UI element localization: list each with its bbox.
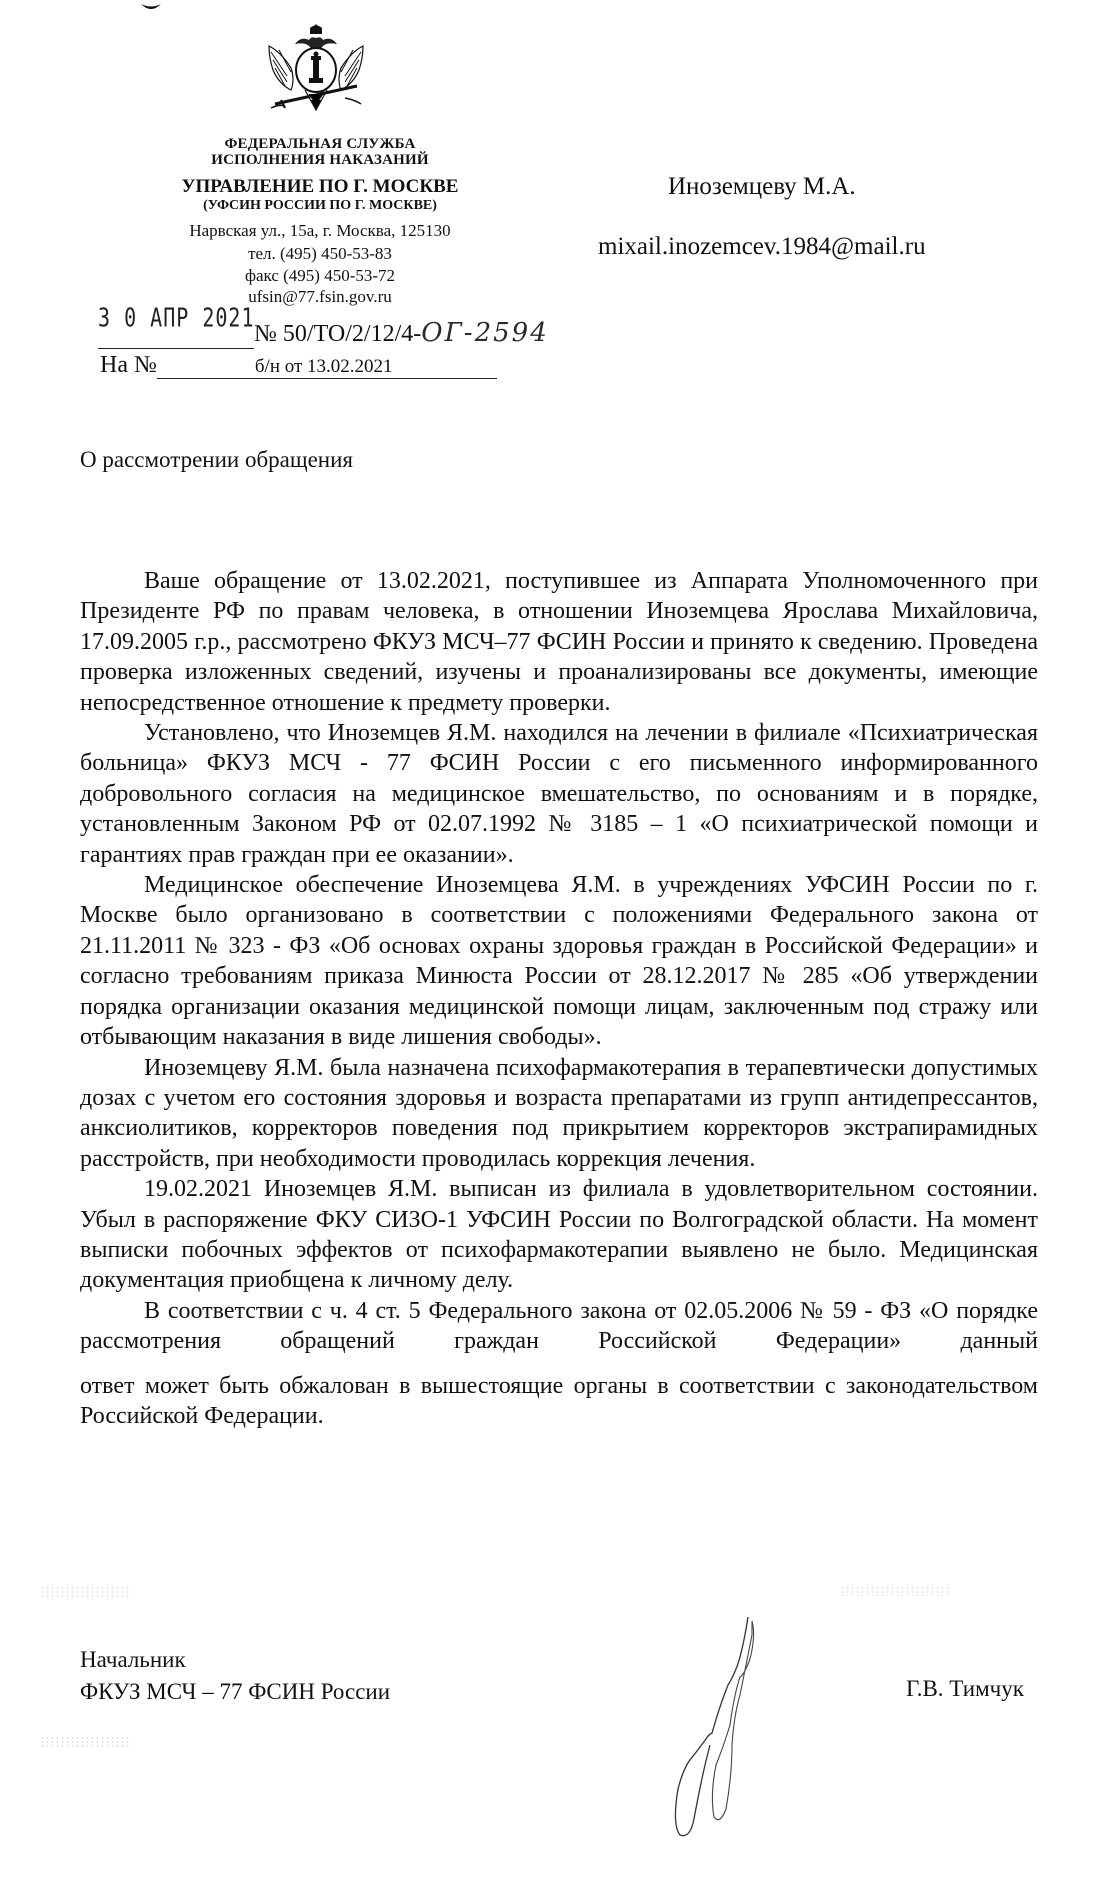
body-paragraph: В соответствии с ч. 4 ст. 5 Федерального закона от 02.05.2006 № 59 - ФЗ «О порядке рассмотрения обращений граждан Российской Федерации» данный bbox=[80, 1297, 1038, 1355]
scan-noise bbox=[840, 1586, 950, 1596]
outgoing-date-line bbox=[98, 321, 254, 349]
org-name-line1: ФЕДЕРАЛЬНАЯ СЛУЖБА bbox=[224, 136, 416, 152]
body-paragraph: Установлено, что Иноземцев Я.М. находился на лечении в филиале «Психиатрическая больница» ФКУЗ МСЧ - 77 ФСИН России с его письменного информированного добровольного согласия на медицинское вмешательство, по основаниям и в порядке, установленным Законом РФ от 02.07.1992 № 3185 – 1 «О психиатрической помощи и гарантиях прав граждан при ее оказании». bbox=[80, 720, 1038, 868]
body-paragraph: Иноземцеву Я.М. была назначена психофармакотерапия в терапевтически допустимых дозах с учетом его состояния здоровья и возраста препаратами из групп антидепрессантов, анксиолитиков, корректоров поведения под прикрытием корректоров экстрапирамидных расстройств, при необходимости проводилась коррекция лечения. bbox=[80, 1054, 1038, 1172]
recipient-email: mixail.inozemcev.1984@mail.ru bbox=[598, 233, 926, 260]
signatory-position: Начальник bbox=[80, 1647, 186, 1672]
recipient-name: Иноземцеву М.А. bbox=[668, 173, 856, 200]
org-email: ufsin@77.fsin.gov.ru bbox=[248, 287, 392, 306]
scan-noise bbox=[40, 1736, 130, 1748]
body-paragraph: ответ может быть обжалован в вышестоящие органы в соответствии с законодательством Российской Федерации. bbox=[80, 1372, 1038, 1429]
outgoing-number bbox=[98, 318, 549, 349]
outgoing-number-handwritten: ОГ-2594 bbox=[421, 318, 549, 348]
scan-noise bbox=[40, 1586, 130, 1598]
letter-subject: О рассмотрении обращения bbox=[80, 447, 353, 472]
signatory-organization: ФКУЗ МСЧ – 77 ФСИН России bbox=[80, 1679, 391, 1704]
org-name-line2: ИСПОЛНЕНИЯ НАКАЗАНИЙ bbox=[211, 152, 429, 168]
letter-body bbox=[80, 566, 1038, 1431]
outgoing-number-prefix: № 50/ТО/2/12/4- bbox=[254, 321, 422, 347]
incoming-reference bbox=[100, 352, 497, 379]
incoming-label: На № bbox=[100, 352, 157, 378]
org-address: Нарвская ул., 15а, г. Москва, 125130 bbox=[189, 221, 451, 240]
org-phone: тел. (495) 450-53-83 bbox=[248, 244, 392, 263]
body-paragraph: 19.02.2021 Иноземцев Я.М. выписан из филиала в удовлетворительном состоянии. Убыл в распоряжение ФКУ СИЗО-1 УФСИН России по Волгоградской области. На момент выписки побочных эффектов от психофармакотерапии выявлено не было. Медицинская документация приобщена к личному делу. bbox=[80, 1176, 1038, 1294]
handwritten-signature-icon bbox=[640, 1595, 800, 1845]
org-division-title: УПРАВЛЕНИЕ ПО Г. МОСКВЕ bbox=[181, 176, 459, 197]
signatory-title bbox=[80, 1644, 390, 1708]
body-paragraph: Ваше обращение от 13.02.2021, поступившее из Аппарата Уполномоченного при Президенте РФ по правам человека, в отношении Иноземцева Ярослава Михайловича, 17.09.2005 г.р., рассмотрено ФКУЗ МСЧ–77 ФСИН России и принято к сведению. Проведена проверка изложенных сведений, изучены и проанализированы все документы, имеющие непосредственное отношение к предмету проверки. bbox=[80, 568, 1038, 716]
organization-header bbox=[130, 0, 510, 306]
org-division-abbrev: (УФСИН РОССИИ ПО Г. МОСКВЕ) bbox=[203, 198, 437, 213]
signatory-name: Г.В. Тимчук bbox=[906, 1676, 1024, 1701]
incoming-value: б/н от 13.02.2021 bbox=[157, 356, 497, 379]
registration-date-stamp: 3 0 АПР 2021 bbox=[98, 302, 255, 334]
org-fax: факс (495) 450-53-72 bbox=[244, 266, 396, 285]
body-paragraph: Медицинское обеспечение Иноземцева Я.М. в учреждениях УФСИН России по г. Москве было организовано в соответствии с положениями Федерального закона от 21.11.2011 № 323 - ФЗ «Об основах охраны здоровья граждан в Российской Федерации» и согласно требованиям приказа Минюста России от 28.12.2017 № 285 «Об утверждении порядка организации оказания медицинской помощи лицам, заключенным под стражу или отбывающим наказания в виде лишения свободы». bbox=[80, 872, 1038, 1051]
